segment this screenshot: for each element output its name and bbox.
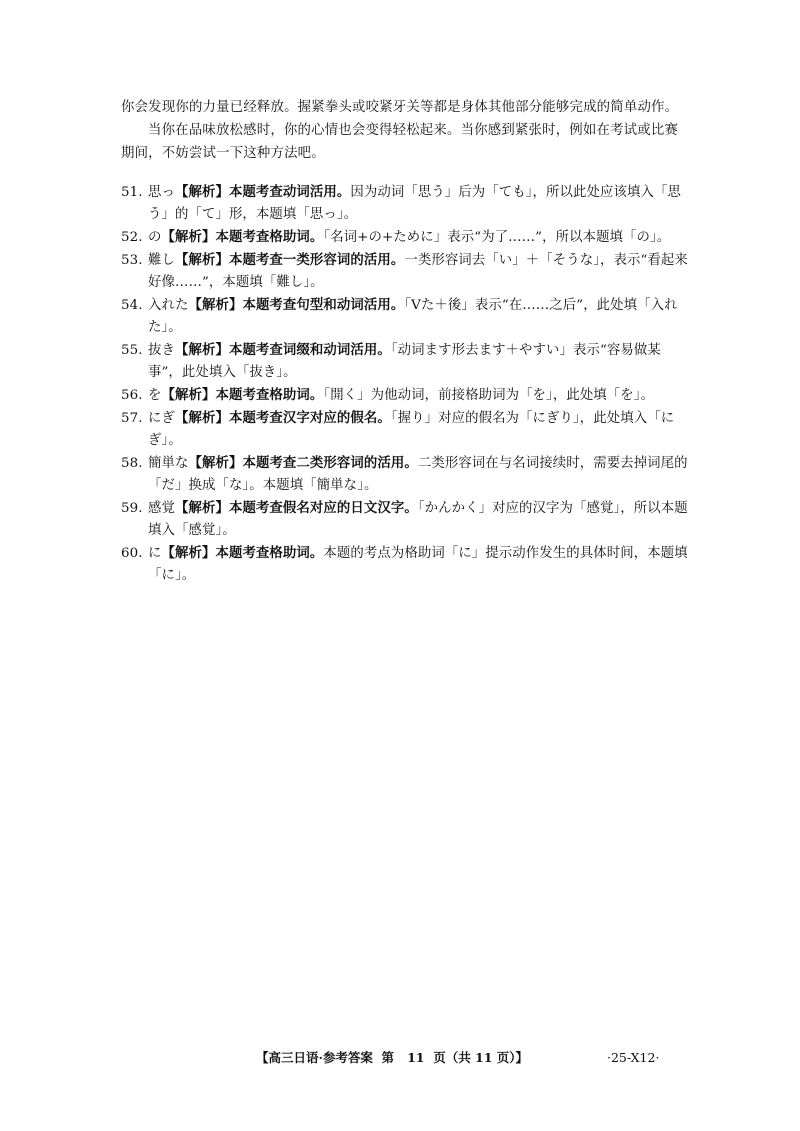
answer-text: 入れた [148,298,189,313]
answer-item-60 [121,542,693,587]
analysis-label: 【解析】 [161,545,216,561]
answer-item-55 [121,339,693,384]
analysis-detail: 「開く」为他动词，前接格助词为「を」，此处填「を」。 [323,388,655,403]
passage-line-1: 你会发现你的力量已经释放。握紧拳头或咬紧牙关等都是身体其他部分能够完成的简单动作。 [121,100,679,115]
answer-text: の [148,230,162,245]
analysis-detail: 因为动词「思う」后为「ても」，所以此处应该填入「思う」的「て」形，本题填「思っ」。 [148,185,681,222]
item-number: 52. [121,230,143,245]
answer-text: 思っ [148,185,175,200]
analysis-label: 【解析】 [174,252,229,268]
analysis-label: 【解析】 [188,297,243,313]
analysis-summary: 本题考查格助词。 [215,387,324,403]
analysis-summary: 本题考查格助词。 [215,229,324,245]
item-number: 59. [121,501,143,516]
analysis-label: 【解析】 [161,229,216,245]
answer-item-51 [121,181,693,226]
answer-text: 難し [148,253,175,268]
analysis-label: 【解析】 [161,387,216,403]
item-number: 53. [121,253,143,268]
answer-text: を [148,388,162,403]
analysis-summary: 本题考查句型和动词活用。 [242,297,405,313]
analysis-summary: 本题考查词缀和动词活用。 [228,342,391,358]
analysis-label: 【解析】 [174,342,229,358]
analysis-detail: 本题的考点为格助词「に」提示动作发生的具体时间，本题填「に」。 [148,546,688,583]
answer-text: 簡単な [148,456,189,471]
analysis-summary: 本题考查格助词。 [215,545,324,561]
answer-item-54 [121,294,693,339]
item-number: 60. [121,546,143,561]
analysis-detail: 「名词+の+ために」表示“为了……”，所以本题填「の」。 [323,230,671,245]
answer-item-52 [121,226,693,249]
answer-text: にぎ [148,411,175,426]
item-number: 58. [121,456,143,471]
analysis-summary: 本题考查动词活用。 [228,184,351,200]
analysis-detail: 「かんかく」对应的汉字为「感覚」，所以本题填入「感覚」。 [148,501,688,538]
answer-item-57 [121,407,693,452]
answer-item-56 [121,384,693,407]
analysis-label: 【解析】 [174,500,229,516]
footer-exam-code: ·25-X12· [607,1050,660,1065]
answer-text: 感覚 [148,501,175,516]
item-number: 55. [121,343,143,358]
analysis-summary: 本题考查一类形容词的活用。 [228,252,405,268]
analysis-detail: 「握り」对应的假名为「にぎり」，此处填入「にぎ」。 [148,411,675,448]
analysis-summary: 本题考查假名对应的日文汉字。 [228,500,418,516]
translation-passage [121,96,691,165]
analysis-detail: 「Vた＋後」表示“在……之后”，此处填「入れた」。 [148,298,678,335]
analysis-label: 【解析】 [188,455,243,471]
item-number: 56. [121,388,143,403]
answer-item-58 [121,452,693,497]
item-number: 51. [121,185,143,200]
analysis-summary: 本题考查二类形容词的活用。 [242,455,418,471]
answer-item-59 [121,497,693,542]
analysis-label: 【解析】 [174,410,229,426]
passage-line-2: 当你在品味放松感时，你的心情也会变得轻松起来。当你感到紧张时，例如在考试或比赛期间，不妨尝试一下这种方法吧。 [121,123,679,161]
analysis-summary: 本题考查汉字对应的假名。 [228,410,391,426]
analysis-detail: 「动词ます形去ます＋やすい」表示“容易做某事”，此处填入「抜き」。 [148,343,661,380]
analysis-detail: 一类形容词去「い」＋「そうな」，表示“看起来好像……”，本题填「難し」。 [148,253,688,290]
answer-text: に [148,546,162,561]
answer-text: 抜き [148,343,175,358]
analysis-detail: 二类形容词在与名词接续时，需要去掉词尾的「だ」换成「な」。本题填「簡単な」。 [148,456,688,493]
answer-item-53 [121,249,693,294]
item-number: 57. [121,411,143,426]
item-number: 54. [121,298,143,313]
analysis-label: 【解析】 [174,184,229,200]
footer-page-info: 【高三日语·参考答案 第 11 页（共 11 页）】 [256,1050,529,1065]
answer-list [121,181,693,587]
